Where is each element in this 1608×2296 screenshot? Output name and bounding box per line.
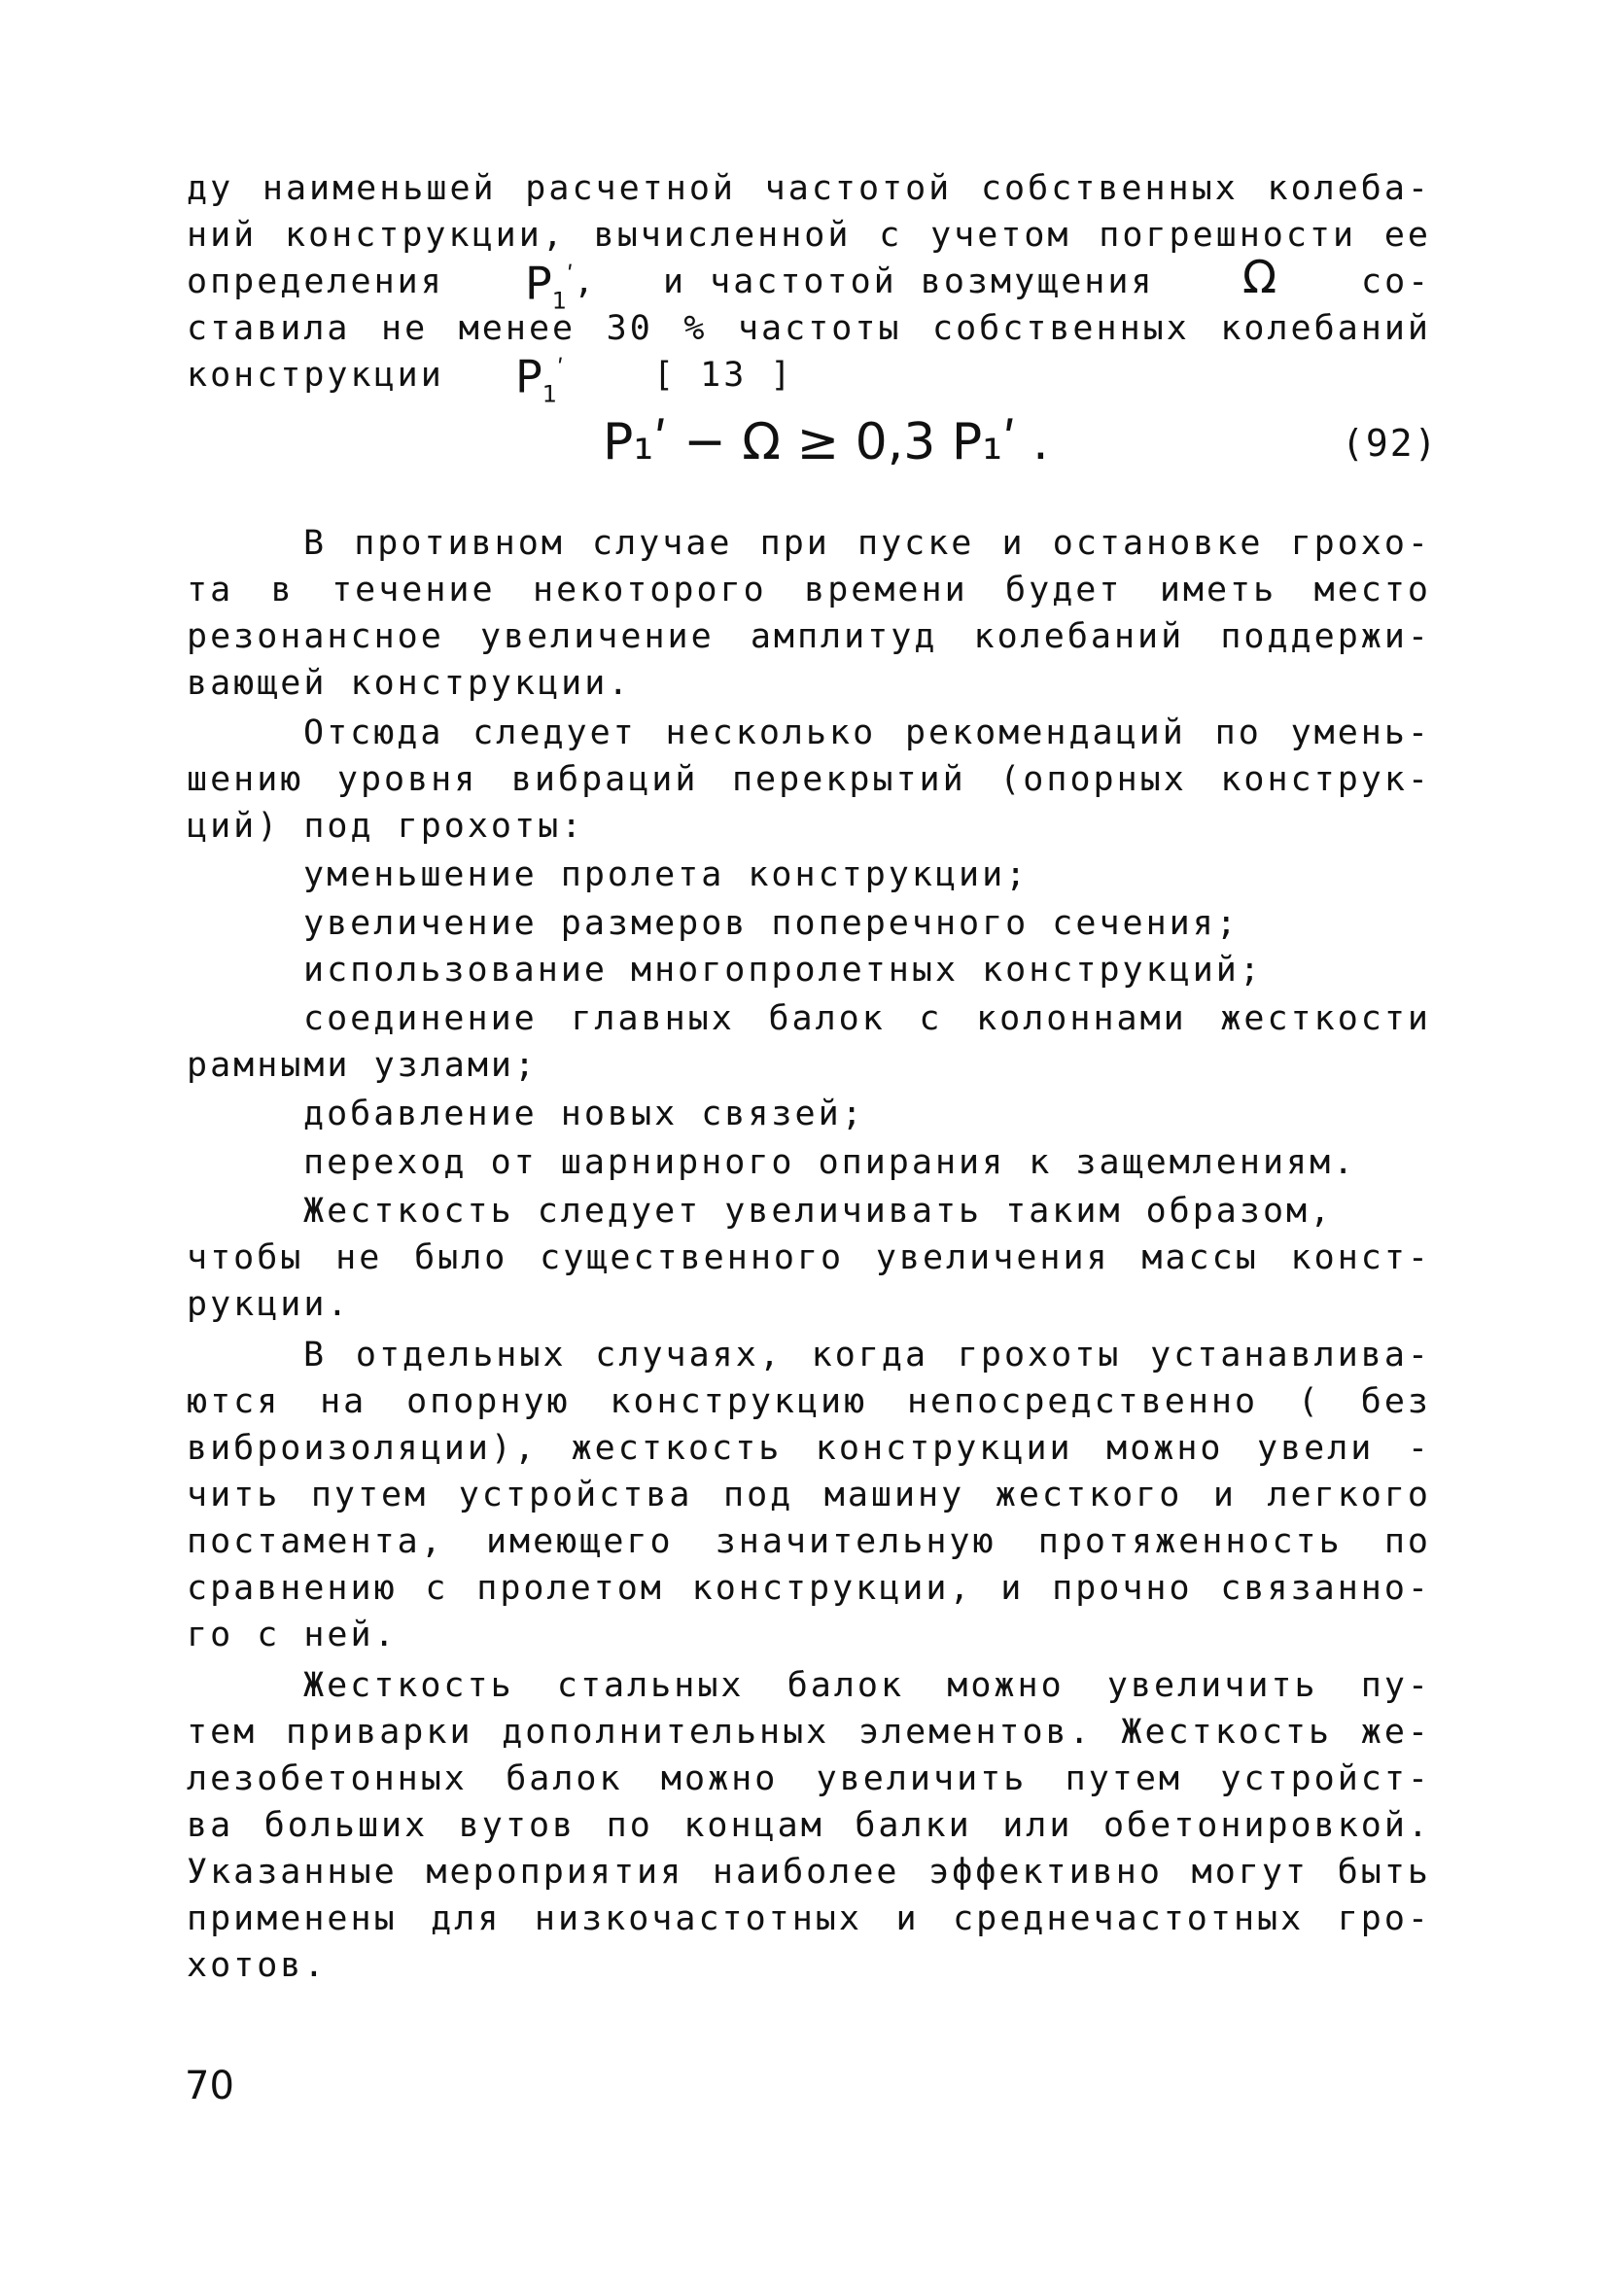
text-line: Отсюда следует несколько рекомендаций по умень- — [303, 713, 1431, 752]
citation-ref: [ 13 ] — [653, 356, 794, 395]
text-line: Жесткость стальных балок можно увеличить пу- — [303, 1666, 1431, 1705]
text-fragment: конструкции — [187, 356, 444, 395]
text-fragment: , — [574, 262, 598, 301]
omega-symbol: Ω — [1242, 251, 1277, 303]
text-line: В противном случае при пуске и остановке грохо- — [303, 524, 1431, 563]
list-item: переход от шарнирного опирания к защемлениям. — [303, 1143, 1357, 1182]
p1-prime-symbol: $P_1^ʹ$ — [525, 257, 574, 315]
text-line: шению уровня вибраций перекрытий (опорных конструк- — [187, 760, 1431, 799]
text-line: рукции. — [187, 1285, 351, 1324]
text-line: виброизоляции), жесткость конструкции можно увели - — [187, 1429, 1431, 1468]
text-fragment: со- — [1361, 262, 1432, 301]
text-line: тем приварки дополнительных элементов. Жесткость же- — [187, 1713, 1431, 1752]
text-line — [187, 352, 1431, 399]
text-fragment: и частотой возмущения — [663, 262, 1155, 301]
page-number: 70 — [185, 2064, 234, 2108]
list-item: использование многопролетных конструкций; — [303, 951, 1263, 990]
text-line: Указанные мероприятия наиболее эффективно могут быть — [187, 1853, 1431, 1892]
formula-92: P₁ʹ − Ω ≥ 0,3 P₁ʹ . — [603, 413, 1049, 471]
text-line: хотов. — [187, 1946, 328, 1985]
text-line: ду наименьшей расчетной частотой собственных колеба- — [187, 169, 1431, 208]
text-line: ставила не менее 30 % частоты собственных колебаний — [187, 309, 1431, 348]
list-item: рамными узлами; — [187, 1046, 539, 1085]
text-line: ются на опорную конструкцию непосредственно ( без — [187, 1382, 1431, 1421]
text-line: ний конструкции, вычисленной с учетом погрешности ее — [187, 216, 1431, 255]
text-line: резонансное увеличение амплитуд колебаний поддержи- — [187, 617, 1431, 656]
list-item: уменьшение пролета конструкции; — [303, 855, 1030, 894]
text-line: лезобетонных балок можно увеличить путем устройст- — [187, 1759, 1431, 1798]
text-line: чить путем устройства под машину жесткого и легкого — [187, 1476, 1431, 1514]
list-item: соединение главных балок с колоннами жесткости — [303, 999, 1431, 1038]
text-line: сравнению с пролетом конструкции, и прочно связанно- — [187, 1569, 1431, 1608]
text-line: В отдельных случаях, когда грохоты устанавлива- — [303, 1336, 1431, 1374]
text-line: ва больших вутов по концам балки или обетонировкой. — [187, 1806, 1431, 1845]
text-line: го с ней. — [187, 1616, 398, 1654]
equation-number: (92) — [1342, 422, 1439, 465]
text-fragment: определения — [187, 262, 444, 301]
text-line: вающей конструкции. — [187, 664, 632, 703]
text-line: Жесткость следует увеличивать таким образом, — [303, 1192, 1334, 1231]
p1-prime-symbol: $P_1^ʹ$ — [515, 350, 564, 408]
text-line: чтобы не было существенного увеличения массы конст- — [187, 1238, 1431, 1277]
list-item: увеличение размеров поперечного сечения; — [303, 904, 1240, 943]
text-line: ций) под грохоты: — [187, 807, 585, 846]
text-line: та в течение некоторого времени будет иметь место — [187, 571, 1431, 609]
text-line: постамента, имеющего значительную протяженность по — [187, 1522, 1431, 1561]
list-item: добавление новых связей; — [303, 1095, 865, 1133]
text-line: применены для низкочастотных и среднечастотных гро- — [187, 1899, 1431, 1938]
